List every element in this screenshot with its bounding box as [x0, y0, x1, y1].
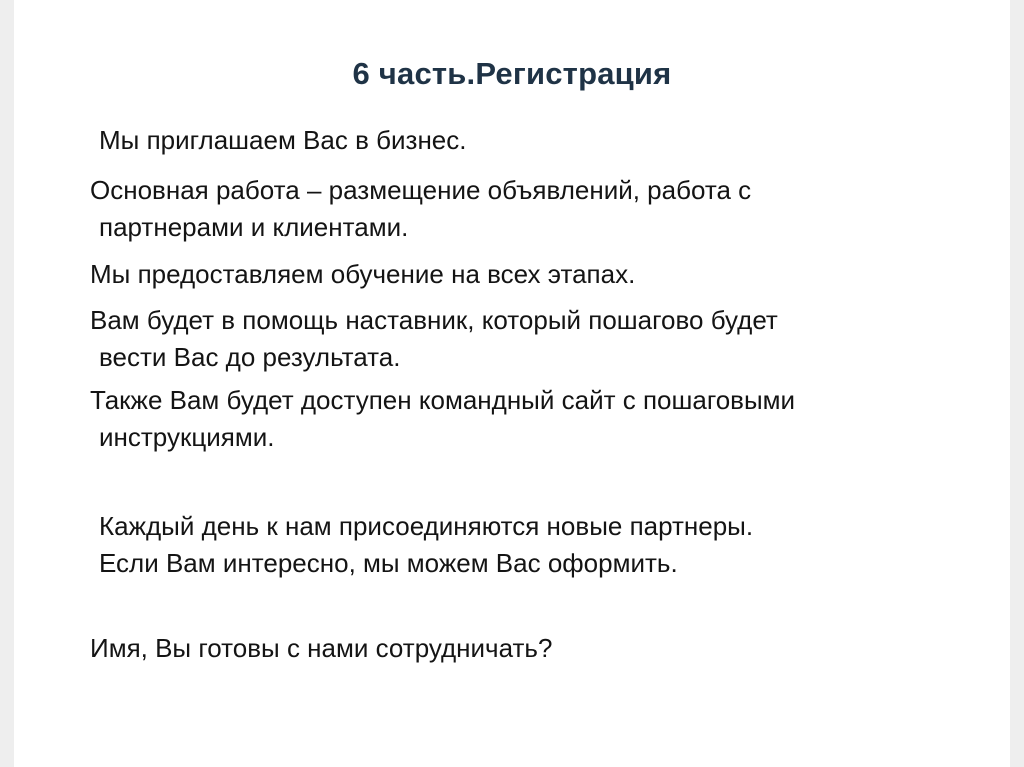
paragraph-training — [90, 256, 635, 293]
paragraph-team-site — [90, 382, 795, 456]
paragraph-new-partners — [99, 508, 753, 582]
paragraph-mentor — [90, 302, 778, 376]
paragraph-line: вести Вас до результата. — [99, 342, 401, 372]
paragraph-line: партнерами и клиентами. — [99, 212, 409, 242]
paragraph-line: Вам будет в помощь наставник, который пошагово будет — [90, 305, 778, 335]
paragraph-line: Каждый день к нам присоединяются новые партнеры. — [99, 511, 754, 541]
paragraph-line: Также Вам будет доступен командный сайт с пошаговыми — [90, 385, 796, 415]
paragraph-invitation — [90, 122, 467, 159]
paragraph-line: инструкциями. — [99, 422, 275, 452]
slide — [14, 0, 1010, 767]
slide-title: 6 часть.Регистрация — [352, 56, 672, 91]
paragraph-line: Мы предоставляем обучение на всех этапах. — [90, 259, 636, 289]
paragraph-line: Имя, Вы готовы с нами сотрудничать? — [90, 633, 553, 663]
paragraph-line: Если Вам интересно, мы можем Вас оформить. — [99, 548, 678, 578]
paragraph-line: Мы приглашаем Вас в бизнес. — [99, 125, 467, 155]
paragraph-question — [90, 630, 552, 667]
paragraph-main-work — [90, 172, 751, 246]
paragraph-line: Основная работа – размещение объявлений, работа с — [90, 175, 752, 205]
